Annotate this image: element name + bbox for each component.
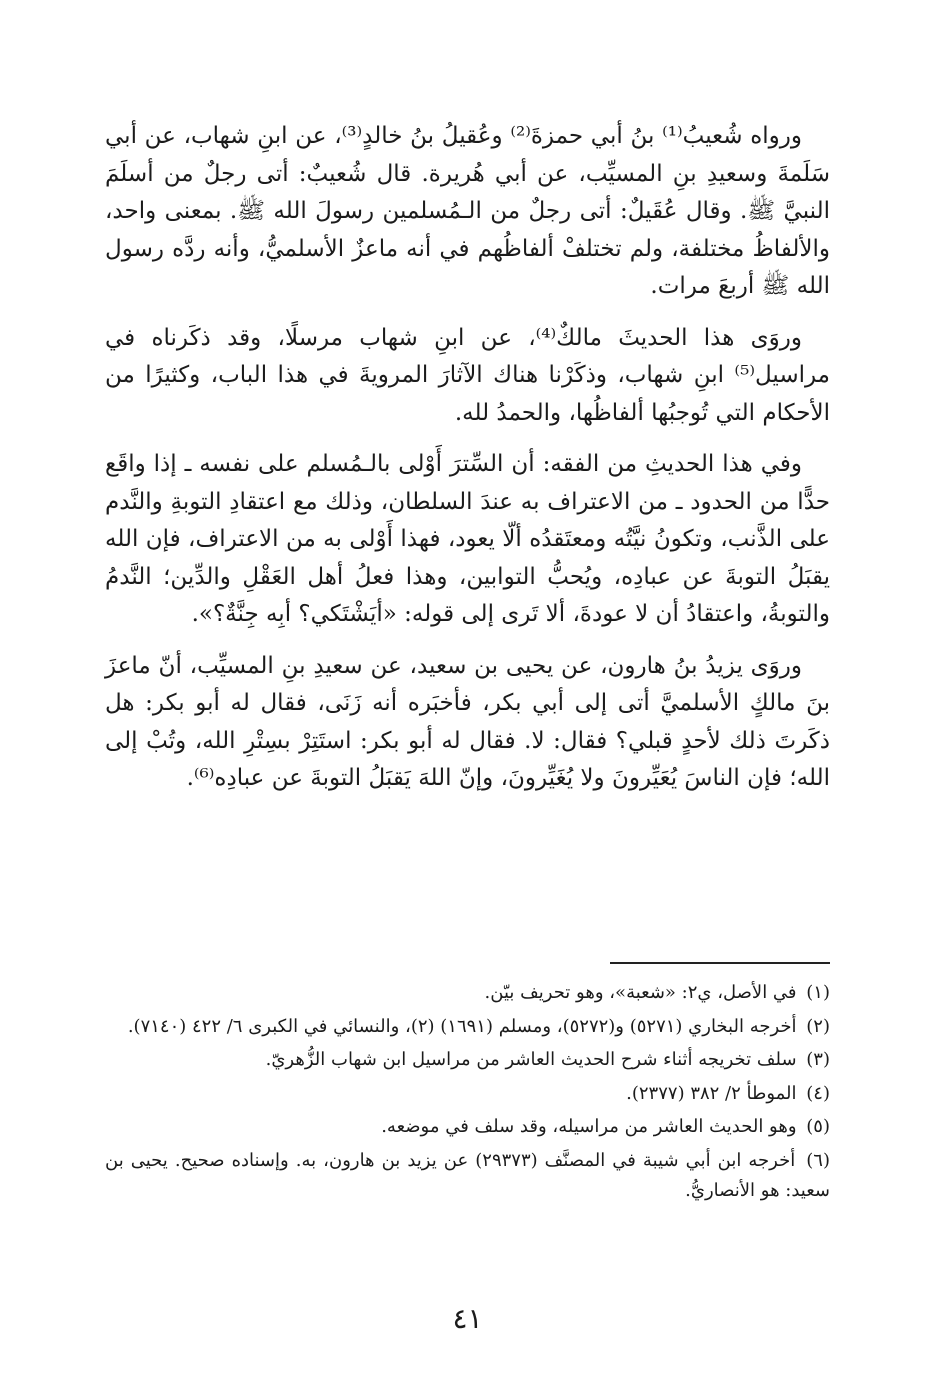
paragraph: وروَى هذا الحديثَ مالكٌ⁽⁴⁾، عن ابنِ شهاب مرسلًا، وقد ذكَرناه في مراسيل⁽⁵⁾ ابنِ شهاب، وذكَرْنا هناك الآثارَ المرويةَ في هذا الباب، وكثيرًا من الأحكام التي تُوجبُها ألفاظُها، والحمدُ لله.: [105, 324, 830, 426]
footnote: [105, 1012, 830, 1043]
paragraph: وروَى يزيدُ بنُ هارون، عن يحيى بن سعيد، عن سعيدِ بنِ المسيِّب، أنّ ماعزَ بنَ مالكٍ الأسلميَّ أتى إلى أبي بكر، فأخبَره أنه زَنَى، فقال له أبو بكر: هل ذكَرتَ ذلك لأحدٍ قبلي؟ فقال: لا. فقال له أبو بكر: استَتِرْ بسِتْرِ الله، وتُبْ إلى الله؛ فإن الناسَ يُعَيِّرونَ ولا يُغَيِّرونَ، وإنّ اللهَ يَقبَلُ التوبةَ عن عبادِه⁽⁶⁾.: [105, 652, 830, 791]
main-text: [105, 118, 830, 812]
footnote-number: (٤): [806, 1082, 830, 1104]
footnote: [105, 1112, 830, 1143]
footnotes: [105, 978, 830, 1210]
footnote-text: أخرجه البخاري (٥٢٧١) و(٥٢٧٢)، ومسلم (١٦٩١) (٢)، والنسائي في الكبرى ٦/ ٤٢٢ (٧١٤٠).: [127, 1015, 797, 1037]
footnote: [105, 1146, 830, 1207]
page-number: ٤١: [452, 1302, 483, 1335]
footnote-number: (٦): [806, 1149, 830, 1171]
footnote-text: سلف تخريجه أثناء شرح الحديث العاشر من مراسيل ابن شهاب الزُّهريّ.: [265, 1049, 797, 1070]
footnote-text: الموطأ ٢/ ٣٨٢ (٢٣٧٧).: [626, 1082, 797, 1104]
footnote-number: (٢): [806, 1015, 830, 1037]
footnote: [105, 1045, 830, 1076]
footnote-text: أخرجه ابن أبي شيبة في المصنَّف (٢٩٣٧٣) عن يزيد بن هارون، به. وإسناده صحيح. يحيى بن سعيد: هو الأنصاريُّ.: [105, 1149, 830, 1201]
footnote-text: وهو الحديث العاشر من مراسيله، وقد سلف في موضعه.: [381, 1116, 797, 1137]
footnote-text: في الأصل، ي٢: «شعبة»، وهو تحريف بيّن.: [484, 982, 797, 1003]
footnote-number: (١): [806, 982, 830, 1003]
footnote: [105, 1079, 830, 1110]
paragraph: ورواه شُعيبُ⁽¹⁾ بنُ أبي حمزةَ⁽²⁾ وعُقيلُ بنُ خالدٍ⁽³⁾، عن ابنِ شهاب، عن أبي سَلَمةَ وسعيدِ بنِ المسيِّب، عن أبي هُريرة. قال شُعيبٌ: أتى رجلٌ من أسلَمَ النبيَّ ﷺ. وقال عُقَيلٌ: أتى رجلٌ من الـمُسلمين رسولَ الله ﷺ. بمعنى واحد، والألفاظُ مختلفة، ولم تختلفْ ألفاظُهم في أنه ماعزٌ الأسلميُّ، وأنه ردَّه رسول الله ﷺ أربعَ مرات.: [105, 123, 830, 299]
footnote-separator: [610, 962, 830, 964]
footnote-number: (٣): [806, 1049, 830, 1070]
footnote-number: (٥): [806, 1116, 830, 1137]
footnote: [105, 978, 830, 1009]
paragraph: وفي هذا الحديثِ من الفقه: أن السِّترَ أَوْلى بالـمُسلم على نفسه ـ إذا واقَع حدًّا من الحدود ـ من الاعتراف به عندَ السلطان، وذلك مع اعتقادِ التوبةِ والنَّدم على الذَّنب، وتكونُ نيَّتُه ومعتَقدُه ألّا يعود، فهذا أَوْلى به من الاعتراف، فإن الله يقبَلُ التوبةَ عن عبادِه، ويُحبُّ التوابين، وهذا فعلُ أهل العَقْلِ والدِّين؛ النَّدمُ والتوبةُ، واعتقادُ أن لا عودةَ، ألا تَرى إلى قوله: «أيَشْتَكي؟ أبِه جِنَّةٌ؟».: [105, 451, 830, 627]
